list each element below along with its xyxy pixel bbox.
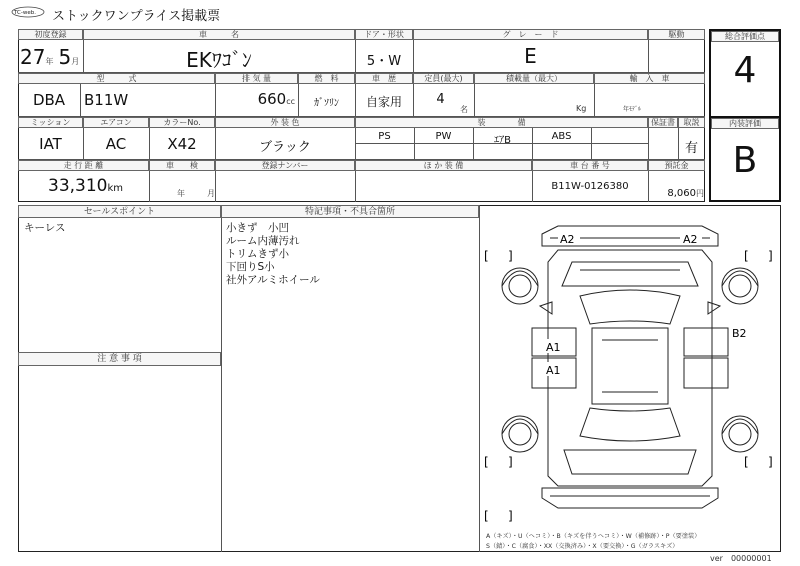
deposit (650, 181, 704, 200)
logo-text: TC-web. (14, 10, 36, 16)
label-model-type: 型 式 (18, 73, 215, 84)
car-name: EKﾜｺﾞﾝ (186, 48, 252, 72)
label-deposit: 預託金 (648, 160, 705, 171)
equip-airbag: ｴｱB (494, 135, 511, 146)
bracket-tl-close: ] (508, 249, 513, 263)
label-capacity: 定員(最大) (413, 73, 474, 84)
label-manual: 取説 (678, 117, 705, 128)
label-equipment: 装 備 (355, 117, 648, 128)
label-exterior: 外 装 色 (215, 117, 355, 128)
reg-month: 5 (58, 45, 72, 69)
first-reg-value (20, 45, 82, 69)
label-history: 車 歴 (355, 73, 413, 84)
mark-front-right: A2 (683, 233, 698, 246)
label-caution: 注 意 事 項 (18, 352, 221, 366)
bracket-bottom-open: [ (484, 509, 489, 523)
manual-value: 有 (684, 141, 698, 156)
bracket-br-close: ] (768, 455, 773, 469)
car-damage-diagram (480, 206, 780, 530)
mileage-value: 33,310 (48, 176, 108, 196)
door-shape: 5・W (366, 54, 402, 69)
label-interior-rating: 内装評価 (711, 118, 779, 129)
label-grade: グ レ ー ド (413, 29, 648, 40)
mileage-unit: km (107, 183, 124, 194)
legend-line-2: S（錆）・C（腐食）・XX（交換済み）・X（要交換）・G（ガラスキズ） (486, 543, 679, 550)
interior-rating: B (732, 140, 758, 181)
mileage (20, 176, 148, 196)
model-code: B11W (84, 91, 129, 109)
legend-line-1: A（キズ）・U（ヘコミ）・B（キズを伴うヘコミ）・W（補修跡）・P（要塗装） (486, 533, 701, 540)
equip-abs: ABS (551, 131, 572, 142)
label-plate: 登録ナンバー (215, 160, 355, 171)
bracket-br-open: [ (744, 455, 749, 469)
label-car-name: 車 名 (83, 29, 355, 40)
label-load: 積載量（最大） (474, 73, 594, 84)
grade-value: E (524, 44, 537, 68)
reg-month-unit: 月 (71, 57, 80, 66)
label-import: 輸 入 車 (594, 73, 705, 84)
label-warranty: 保証書 (648, 117, 678, 128)
label-sales-point: セールスポイント (18, 205, 221, 218)
note-item: ルーム内薄汚れ (226, 235, 300, 247)
bracket-bl-close: ] (508, 455, 513, 469)
fuel-value: ｶﾞｿﾘﾝ (314, 98, 339, 109)
aircon-value: AC (105, 135, 127, 153)
label-notes: 特記事項・不具合箇所 (221, 205, 479, 218)
note-item: 社外アルミホイール (226, 274, 320, 286)
overall-rating: 4 (733, 50, 757, 91)
logo (10, 4, 46, 18)
label-mission: ミッション (18, 117, 83, 128)
mark-front-left: A2 (560, 233, 575, 246)
bracket-bottom-close: ] (508, 509, 513, 523)
label-displacement: 排 気 量 (215, 73, 298, 84)
equip-pw: PW (435, 131, 452, 142)
note-item: 下回りS小 (226, 261, 275, 273)
chassis-value: B11W-0126380 (551, 181, 629, 192)
note-item: 小きず 小凹 (226, 222, 289, 234)
logo-icon (10, 5, 46, 19)
notes-list (226, 222, 320, 287)
load-unit: Kg (576, 104, 587, 113)
mark-side-lower: A1 (546, 364, 561, 377)
label-fuel: 燃 料 (298, 73, 355, 84)
label-inspection: 車 検 (149, 160, 215, 171)
equip-ps: PS (378, 131, 391, 142)
mission-value: IAT (39, 135, 62, 153)
history-value: 自家用 (365, 95, 402, 109)
label-color-no: カラーNo. (149, 117, 215, 128)
label-door-shape: ドア・形状 (355, 29, 413, 40)
insp-month-unit: 月 (207, 189, 215, 198)
label-other-equip: ほ か 装 備 (355, 160, 532, 171)
page-title: ストックワンプライス掲載票 (52, 9, 221, 24)
bracket-tl-open: [ (484, 249, 489, 263)
displacement-value: 660 (257, 90, 287, 108)
model-prefix: DBA (32, 91, 66, 109)
sales-point-list (24, 222, 65, 235)
capacity-unit: 名 (460, 105, 468, 114)
reg-year: 27 (20, 45, 46, 69)
deposit-value: 8,060 (667, 188, 696, 199)
displacement-unit: cc (286, 97, 295, 106)
bracket-bl-open: [ (484, 455, 489, 469)
insp-year-unit: 年 (177, 189, 185, 198)
reg-year-unit: 年 (45, 57, 54, 66)
label-first-reg: 初度登録 (18, 29, 83, 40)
version-label: ver 00000001 (710, 554, 772, 563)
mark-right-side: B2 (732, 327, 747, 340)
label-overall-rating: 総合評価点 (711, 31, 779, 42)
color-no-value: X42 (167, 135, 197, 153)
capacity-value: 4 (436, 92, 445, 107)
bracket-tr-open: [ (744, 249, 749, 263)
sales-point-item: キーレス (24, 222, 66, 234)
import-note: 年ﾓﾃﾞﾙ (623, 106, 642, 113)
deposit-unit: 円 (696, 189, 704, 198)
label-drive: 駆動 (648, 29, 705, 40)
mark-side-upper: A1 (546, 341, 561, 354)
note-item: トリムきず小 (226, 248, 289, 260)
label-mileage: 走 行 距 離 (18, 160, 149, 171)
exterior-value: ブラック (259, 140, 311, 155)
label-chassis: 車 台 番 号 (532, 160, 648, 171)
bracket-tr-close: ] (768, 249, 773, 263)
label-aircon: エアコン (83, 117, 149, 128)
displacement (215, 89, 295, 108)
